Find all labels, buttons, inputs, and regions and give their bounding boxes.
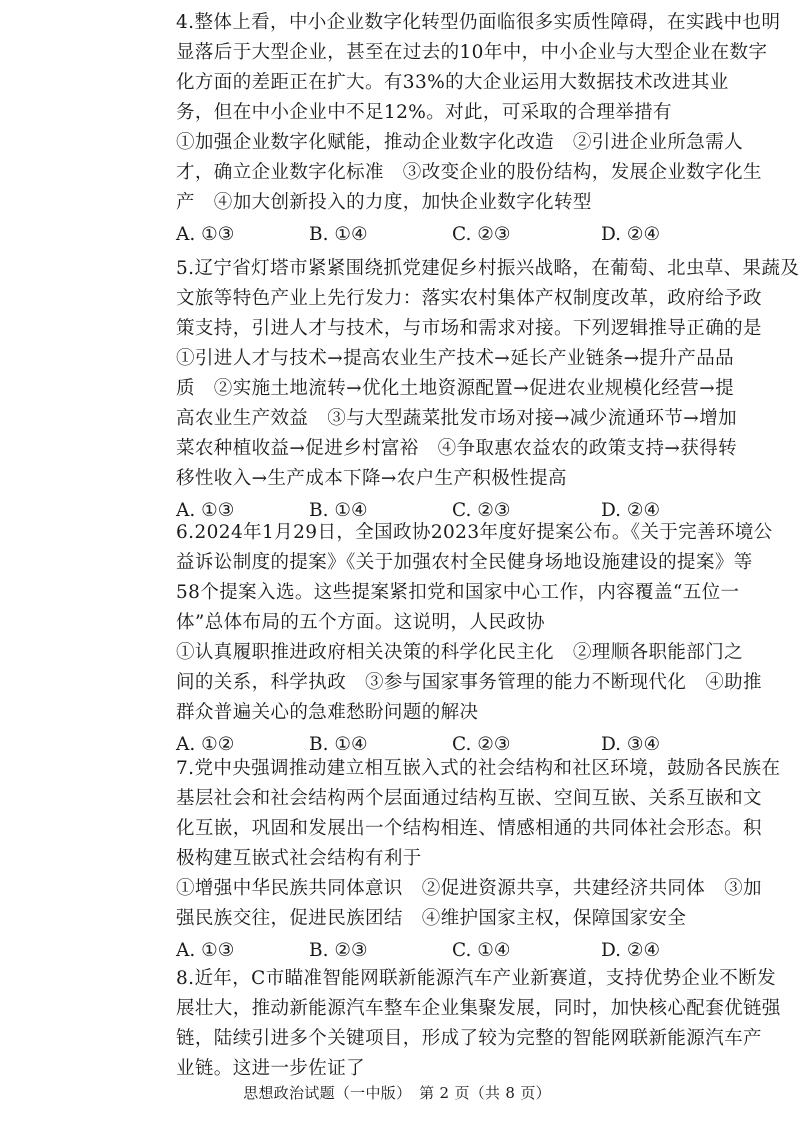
question-8-line-2: 展壮大，推动新能源汽车整车企业集聚发展，同时，加快核心配套优链强	[176, 998, 781, 1019]
option-b: B. ①④	[309, 500, 368, 521]
question-6	[176, 518, 773, 762]
question-7-line-1: 7.党中央强调推动建立相互嵌入式的社会结构和社区环境，鼓励各民族在	[176, 758, 781, 779]
question-4-line-2: 显落后于大型企业，甚至在过去的10年中，中小企业与大型企业在数字	[176, 42, 768, 63]
question-5-line-4: ①引进人才与技术→提高农业生产技术→延长产业链条→提升产品品	[176, 348, 735, 369]
question-5-line-6: 高农业生产效益 ③与大型蔬菜批发市场对接→减少流通环节→增加	[176, 408, 738, 429]
option-b: B. ①④	[309, 224, 368, 245]
option-d: D. ②④	[601, 500, 661, 521]
question-6-line-4: 体”总体布局的五个方面。这说明，人民政协	[176, 612, 545, 633]
question-4-line-3: 化方面的差距正在扩大。有33%的大企业运用大数据技术改进其业	[176, 72, 729, 93]
question-8-line-3: 链，陆续引进多个关键项目，形成了较为完整的智能网联新能源汽车产	[176, 1028, 762, 1049]
question-6-line-7: 群众普遍关心的急难愁盼问题的解决	[176, 702, 479, 723]
option-d: D. ③④	[601, 734, 661, 755]
question-7-line-4: 极构建互嵌式社会结构有利于	[176, 848, 422, 869]
option-c: C. ②③	[452, 224, 511, 245]
question-7-line-6: 强民族交往，促进民族团结 ④维护国家主权，保障国家安全	[176, 908, 687, 929]
question-8-line-1: 8.近年，C市瞄准智能网联新能源汽车产业新赛道，支持优势企业不断发	[176, 968, 777, 989]
question-8-line-4: 业链。这进一步佐证了	[176, 1058, 366, 1079]
question-4-line-1: 4.整体上看，中小企业数字化转型仍面临很多实质性障碍，在实践中也明	[176, 12, 781, 33]
question-4	[176, 8, 781, 252]
question-5-line-8: 移性收入→生产成本下降→农户生产积极性提高	[176, 468, 567, 489]
question-5-line-5: 质 ②实施土地流转→优化土地资源配置→促进农业规模化经营→提	[176, 378, 735, 399]
question-6-line-5: ①认真履职推进政府相关决策的科学化民主化 ②理顺各职能部门之	[176, 642, 744, 663]
option-a: A. ①③	[176, 500, 235, 521]
question-4-line-6: 才，确立企业数字化标准 ③改变企业的股份结构，发展企业数字化生	[176, 162, 762, 183]
question-6-line-3: 58个提案入选。这些提案紧扣党和国家中心工作，内容覆盖“五位一	[176, 582, 740, 603]
option-d: D. ②④	[601, 224, 661, 245]
option-c: C. ①④	[452, 940, 511, 961]
page-footer: 思想政治试题（一中版） 第 2 页（共 8 页）	[243, 1084, 551, 1102]
question-6-line-1: 6.2024年1月29日，全国政协2023年度好提案公布。《关于完善环境公	[176, 522, 773, 543]
option-c: C. ②③	[452, 500, 511, 521]
question-4-line-4: 务，但在中小企业中不足12%。对此，可采取的合理举措有	[176, 102, 672, 123]
option-d: D. ②④	[601, 940, 661, 961]
question-7-line-5: ①增强中华民族共同体意识 ②促进资源共享，共建经济共同体 ③加	[176, 878, 762, 899]
question-5-line-7: 菜农种植收益→促进乡村富裕 ④争取惠农益农的政策支持→获得转	[176, 438, 738, 459]
question-7-line-2: 基层社会和社会结构两个层面通过结构互嵌、空间互嵌、关系互嵌和文	[176, 788, 762, 809]
question-5-line-2: 文旅等特色产业上先行发力：落实农村集体产权制度改革，政府给予政	[176, 288, 762, 309]
question-8	[176, 964, 781, 1084]
question-7-line-3: 化互嵌，巩固和发展出一个结构相连、情感相通的共同体社会形态。积	[176, 818, 762, 839]
option-b: B. ①④	[309, 734, 368, 755]
question-7-options	[176, 934, 716, 968]
option-c: C. ②③	[452, 734, 511, 755]
question-5	[176, 254, 799, 528]
question-5-line-3: 策支持，引进人才与技术，与市场和需求对接。下列逻辑推导正确的是	[176, 318, 762, 339]
option-b: B. ②③	[309, 940, 368, 961]
question-6-line-2: 益诉讼制度的提案》《关于加强农村全民健身场地设施建设的提案》等	[176, 552, 753, 573]
option-a: A. ①③	[176, 940, 235, 961]
question-7	[176, 754, 781, 968]
question-4-line-5: ①加强企业数字化赋能，推动企业数字化改造 ②引进企业所急需人	[176, 132, 744, 153]
question-6-line-6: 间的关系，科学执政 ③参与国家事务管理的能力不断现代化 ④助推	[176, 672, 762, 693]
question-5-line-1: 5.辽宁省灯塔市紧紧围绕抓党建促乡村振兴战略，在葡萄、北虫草、果蔬及	[176, 258, 799, 279]
option-a: A. ①②	[176, 734, 235, 755]
question-4-line-7: 产 ④加大创新投入的力度，加快企业数字化转型	[176, 192, 592, 213]
question-4-options	[176, 218, 716, 252]
option-a: A. ①③	[176, 224, 235, 245]
